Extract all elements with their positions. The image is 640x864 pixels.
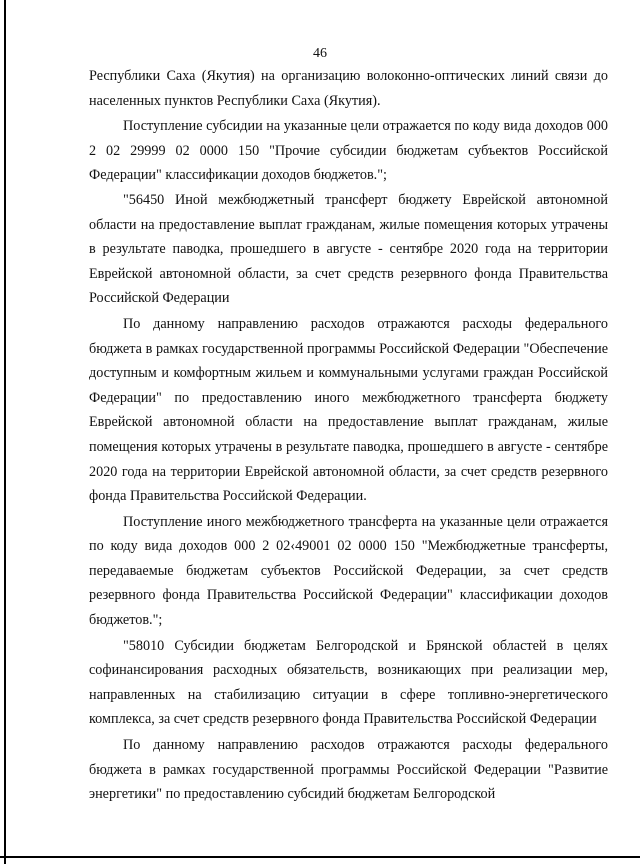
scan-border-left: [4, 0, 6, 864]
paragraph-expense-direction-58010: По данному направлению расходов отражаются расходы федерального бюджета в рамках государственной программы Российской Федерации "Развитие энергетики" по предоставлению субсидий бюджетам Белгородской: [89, 737, 608, 803]
paragraph-income-code-transfer: Поступление иного межбюджетного трансферта на указанные цели отражается по коду вида доходов 000 2 02‹49001 02 0000 150 "Межбюджетные трансферты, передаваемые бюджетам субъектов Российской Федерации, за счет средств резервного фонда Правительства Российской Федерации" классификации доходов бюджетов.";: [89, 513, 608, 629]
paragraph-income-code-subsidy: Поступление субсидии на указанные цели отражается по коду вида доходов 000 2 02 29999 02 0000 150 "Прочие субсидии бюджетам субъектов Российской Федерации" классификации доходов бюджетов.";: [89, 118, 608, 184]
scan-border-bottom: [0, 856, 640, 858]
paragraph-code-56450: "56450 Иной межбюджетный трансферт бюджету Еврейской автономной области на предоставление выплат гражданам, жилые помещения которых утрачены в результате паводка, прошедшего в августе - сентябре 2020 года на территории Еврейской автономной области, за счет средств резервного фонда Правительства Российской Федерации: [89, 191, 608, 307]
paragraph-expense-direction-56450: По данному направлению расходов отражаются расходы федерального бюджета в рамках государственной программы Российской Федерации "Обеспечение доступным и комфортным жильем и коммунальными услугами граждан Российской Федерации" по предоставлению иного межбюджетного трансферта бюджету Еврейской автономной области на предоставление выплат гражданам, жилые помещения которых утрачены в результате паводка, прошедшего в августе - сентябре 2020 года на территории Еврейской автономной области, за счет средств резервного фонда Правительства Российской Федерации.: [89, 315, 608, 505]
paragraph-continuation: Республики Саха (Якутия) на организацию волоконно-оптических линий связи до населенных пунктов Республики Саха (Якутия).: [89, 68, 608, 109]
page-number: 46: [313, 46, 327, 61]
document-body: [89, 64, 608, 807]
paragraph-code-58010: "58010 Субсидии бюджетам Белгородской и Брянской областей в целях софинансирования расходных обязательств, возникающих при реализации мер, направленных на стабилизацию ситуации в сфере топливно-энергетического комплекса, за счет средств резервного фонда Правительства Российской Федерации: [89, 637, 608, 728]
